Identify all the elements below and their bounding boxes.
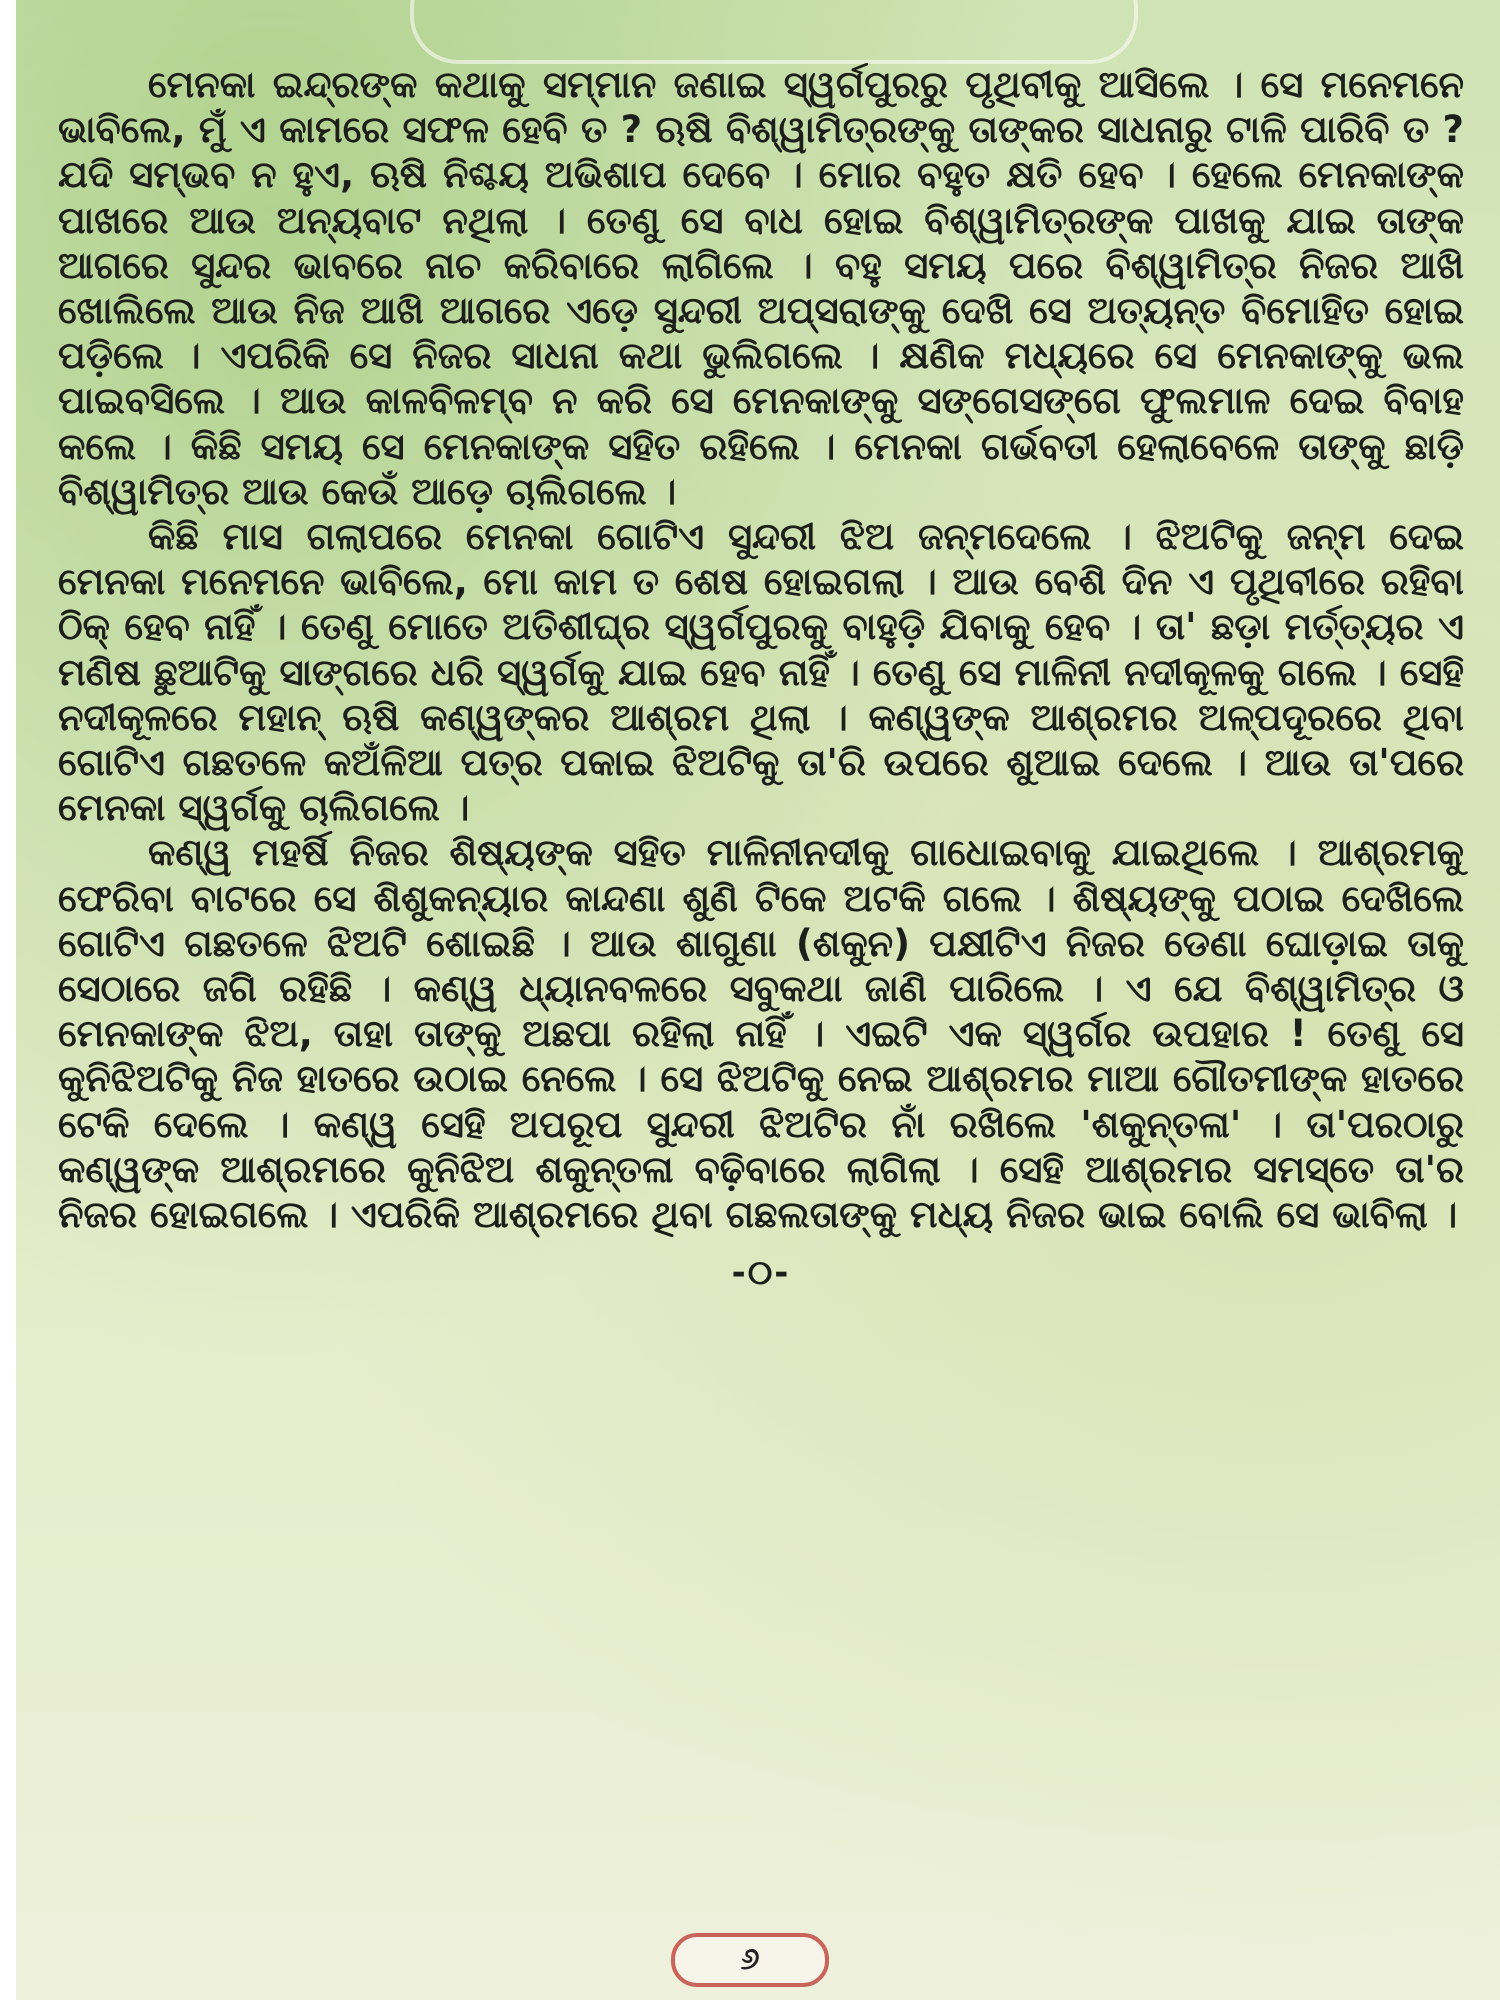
paragraph-2: କିଛି ମାସ ଗଲାପରେ ମେନକା ଗୋଟିଏ ସୁନ୍ଦରୀ ଝିଅ ଜନ୍ମଦେଲେ । ଝିଅଟିକୁ ଜନ୍ମ ଦେଇ ମେନକା ମନେମନେ ଭାବିଲେ, ମୋ କାମ ତ ଶେଷ ହୋଇଗଲା । ଆଉ ବେଶି ଦିନ ଏ ପୃଥିବୀରେ ରହିବା ଠିକ୍ ହେବ ନାହିଁ । ତେଣୁ ମୋତେ ଅତିଶୀଘ୍ର ସ୍ୱର୍ଗପୁରକୁ ବାହୁଡ଼ି ଯିବାକୁ ହେବ । ତା' ଛଡ଼ା ମର୍ତ୍ତ୍ୟର ଏ ମଣିଷ ଛୁଆଟିକୁ ସାଙ୍ଗରେ ଧରି ସ୍ୱର୍ଗକୁ ଯାଇ ହେବ ନାହିଁ । ତେଣୁ ସେ ମାଳିନୀ ନଦୀକୂଳକୁ ଗଲେ । ସେହି ନଦୀକୂଳରେ ମହାନ୍ ଋଷି କଣ୍ୱଙ୍କର ଆଶ୍ରମ ଥିଲା । କଣ୍ୱଙ୍କ ଆଶ୍ରମର ଅଳ୍ପଦୂରରେ ଥିବା ଗୋଟିଏ ଗଛତଳେ କଅଁଳିଆ ପତ୍ର ପକାଇ ଝିଅଟିକୁ ତା'ରି ଉପରେ ଶୁଆଇ ଦେଲେ । ଆଉ ତା'ପରେ ମେନକା ସ୍ୱର୍ଗକୁ ଚାଲିଗଲେ ।: [58, 515, 1464, 830]
story-text: [58, 62, 1464, 1296]
paragraph-1: ମେନକା ଇନ୍ଦ୍ରଙ୍କ କଥାକୁ ସମ୍ମାନ ଜଣାଇ ସ୍ୱର୍ଗପୁରରୁ ପୃଥିବୀକୁ ଆସିଲେ । ସେ ମନେମନେ ଭାବିଲେ, ମୁଁ ଏ କାମରେ ସଫଳ ହେବି ତ ? ଋଷି ବିଶ୍ୱାମିତ୍ରଙ୍କୁ ତାଙ୍କର ସାଧନାରୁ ଟାଳି ପାରିବି ତ ? ଯଦି ସମ୍ଭବ ନ ହୁଏ, ଋଷି ନିଶ୍ଚୟ ଅଭିଶାପ ଦେବେ । ମୋର ବହୁତ କ୍ଷତି ହେବ । ହେଲେ ମେନକାଙ୍କ ପାଖରେ ଆଉ ଅନ୍ୟବାଟ ନଥିଲା । ତେଣୁ ସେ ବାଧ ହୋଇ ବିଶ୍ୱାମିତ୍ରଙ୍କ ପାଖକୁ ଯାଇ ତାଙ୍କ ଆଗରେ ସୁନ୍ଦର ଭାବରେ ନାଚ କରିବାରେ ଲାଗିଲେ । ବହୁ ସମୟ ପରେ ବିଶ୍ୱାମିତ୍ର ନିଜର ଆଖି ଖୋଲିଲେ ଆଉ ନିଜ ଆଖି ଆଗରେ ଏଡ଼େ ସୁନ୍ଦରୀ ଅପ୍ସରାଙ୍କୁ ଦେଖି ସେ ଅତ୍ୟନ୍ତ ବିମୋହିତ ହୋଇ ପଡ଼ିଲେ । ଏପରିକି ସେ ନିଜର ସାଧନା କଥା ଭୁଲିଗଲେ । କ୍ଷଣିକ ମଧ୍ୟରେ ସେ ମେନକାଙ୍କୁ ଭଲ ପାଇବସିଲେ । ଆଉ କାଳବିଳମ୍ବ ନ କରି ସେ ମେନକାଙ୍କୁ ସଙ୍ଗେସଙ୍ଗେ ଫୁଲମାଳ ଦେଇ ବିବାହ କଲେ । କିଛି ସମୟ ସେ ମେନକାଙ୍କ ସହିତ ରହିଲେ । ମେନକା ଗର୍ଭବତୀ ହେଲାବେଳେ ତାଙ୍କୁ ଛାଡ଼ି ବିଶ୍ୱାମିତ୍ର ଆଉ କେଉଁ ଆଡ଼େ ଚାଲିଗଲେ ।: [58, 63, 1464, 513]
paragraph-3: କଣ୍ୱ ମହର୍ଷି ନିଜର ଶିଷ୍ୟଙ୍କ ସହିତ ମାଳିନୀନଦୀକୁ ଗାଧୋଇବାକୁ ଯାଇଥିଲେ । ଆଶ୍ରମକୁ ଫେରିବା ବାଟରେ ସେ ଶିଶୁକନ୍ୟାର କାନ୍ଦଣା ଶୁଣି ଟିକେ ଅଟକି ଗଲେ । ଶିଷ୍ୟଙ୍କୁ ପଠାଇ ଦେଖିଲେ ଗୋଟିଏ ଗଛତଳେ ଝିଅଟି ଶୋଇଛି । ଆଉ ଶାଗୁଣା (ଶକୁନ) ପକ୍ଷୀଟିଏ ନିଜର ଡେଣା ଘୋଡ଼ାଇ ତାକୁ ସେଠାରେ ଜଗି ରହିଛି । କଣ୍ୱ ଧ୍ୟାନବଳରେ ସବୁକଥା ଜାଣି ପାରିଲେ । ଏ ଯେ ବିଶ୍ୱାମିତ୍ର ଓ ମେନକାଙ୍କ ଝିଅ, ତାହା ତାଙ୍କୁ ଅଛପା ରହିଲା ନାହିଁ । ଏଇଟି ଏକ ସ୍ୱର୍ଗର ଉପହାର ! ତେଣୁ ସେ କୁନିଝିଅଟିକୁ ନିଜ ହାତରେ ଉଠାଇ ନେଲେ । ସେ ଝିଅଟିକୁ ନେଇ ଆଶ୍ରମର ମାଆ ଗୌତମୀଙ୍କ ହାତରେ ଟେକି ଦେଲେ । କଣ୍ୱ ସେହି ଅପରୂପ ସୁନ୍ଦରୀ ଝିଅଟିର ନାଁ ରଖିଲେ 'ଶକୁନ୍ତଳା' । ତା'ପରଠାରୁ କଣ୍ୱଙ୍କ ଆଶ୍ରମରେ କୁନିଝିଅ ଶକୁନ୍ତଳା ବଢ଼ିବାରେ ଲାଗିଲା । ସେହି ଆଶ୍ରମର ସମସ୍ତେ ତା'ର ନିଜର ହୋଇଗଲେ । ଏପରିକି ଆଶ୍ରମରେ ଥିବା ଗଛଲତାଙ୍କୁ ମଧ୍ୟ ନିଜର ଭାଇ ବୋଲି ସେ ଭାବିଲା ।: [58, 831, 1464, 1237]
faded-header-frame: [410, 0, 1138, 64]
page-number-container: [0, 1933, 1500, 1987]
page-edge: [0, 0, 16, 2000]
end-mark: -୦-: [731, 1253, 791, 1294]
page-number: ୬: [671, 1933, 829, 1987]
